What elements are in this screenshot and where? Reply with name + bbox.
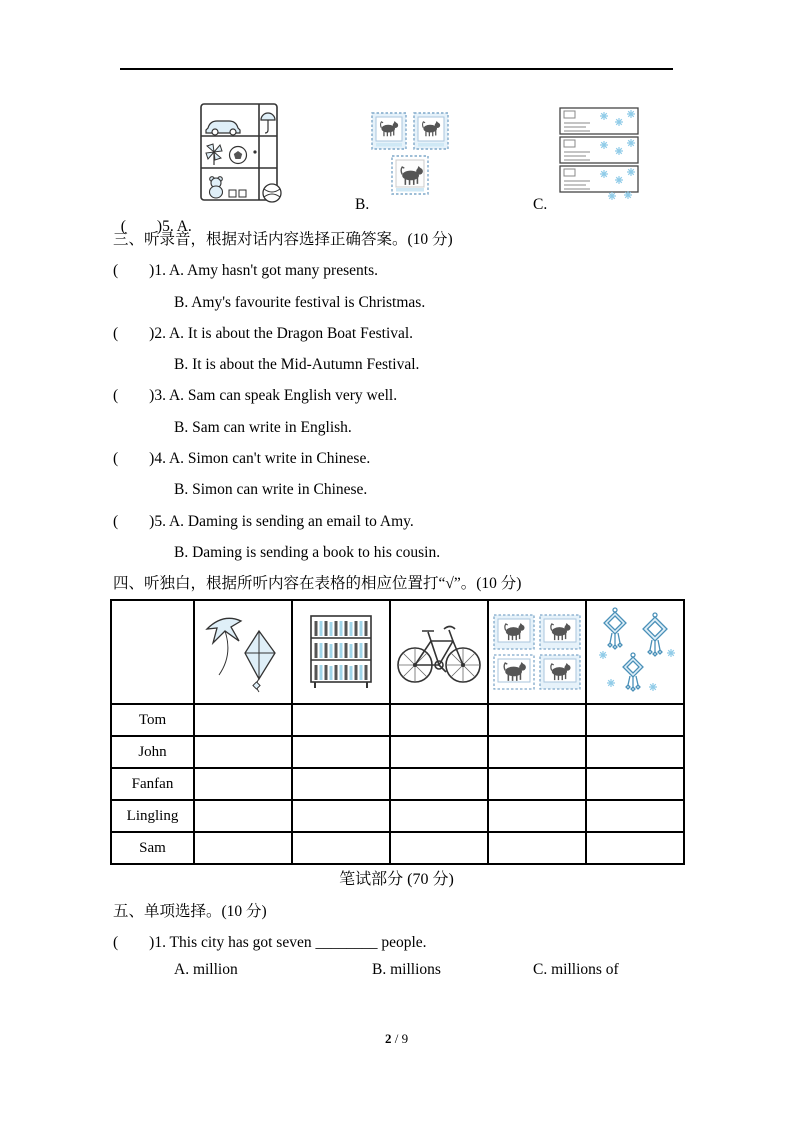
stamps-image: [488, 600, 586, 704]
option-b: B. millions: [372, 961, 441, 978]
bookshelf-image: [292, 600, 390, 704]
answer-cell: [390, 768, 488, 800]
page-number: [0, 1031, 793, 1047]
answer-cell: [488, 768, 586, 800]
answer-cell: [194, 800, 292, 832]
listening2-q5-row: [113, 196, 685, 235]
answer-cell: [194, 832, 292, 864]
bicycle-image: [390, 600, 488, 704]
answer-cell: [292, 704, 390, 736]
answer-cell: [390, 832, 488, 864]
answer-cell: [586, 768, 684, 800]
answer-cell: [488, 832, 586, 864]
option-a: A. million: [174, 961, 238, 978]
listening-section-3: [113, 224, 691, 600]
section5-options-row: [113, 961, 688, 981]
row-label: Lingling: [111, 800, 194, 832]
grid-corner-cell: [111, 600, 194, 704]
answer-cell: [194, 736, 292, 768]
row-label: John: [111, 736, 194, 768]
letters-with-snowflakes-image: [556, 106, 644, 200]
animal-stamps-image: [371, 112, 449, 196]
header-divider: [120, 68, 673, 70]
answer-cell: [488, 800, 586, 832]
row-label: Sam: [111, 832, 194, 864]
q-line: B. Daming is sending a book to his cousin.: [174, 543, 441, 561]
table-row: [111, 736, 684, 768]
section3-heading: 三、听录音，根据对话内容选择正确答案。(10 分): [113, 231, 453, 248]
answer-cell: [194, 768, 292, 800]
q5-option-b-label: B.: [355, 196, 370, 213]
table-row: [111, 768, 684, 800]
q-line: ( )4. A. Simon can't write in Chinese.: [113, 450, 371, 468]
answer-cell: [292, 832, 390, 864]
q-line: ( )3. A. Sam can speak English very well.: [113, 387, 398, 405]
answer-cell: [390, 736, 488, 768]
q-line: ( )2. A. It is about the Dragon Boat Festival.: [113, 324, 414, 342]
answer-cell: [292, 768, 390, 800]
q-line: ( )5. A. Daming is sending an email to Amy.: [113, 512, 414, 530]
kites-image: [194, 600, 292, 704]
answer-cell: [488, 736, 586, 768]
answer-cell: [488, 704, 586, 736]
row-label: Fanfan: [111, 768, 194, 800]
q5-option-c-label: C.: [533, 196, 548, 213]
answer-cell: [586, 800, 684, 832]
table-row: [111, 800, 684, 832]
table-row: [111, 832, 684, 864]
answer-cell: [586, 832, 684, 864]
answer-cell: [292, 736, 390, 768]
page-number-separator: /: [391, 1031, 402, 1046]
q5-label: ( )5. A.: [120, 218, 192, 235]
q-line: ( )1. A. Amy hasn't got many presents.: [113, 262, 378, 280]
answer-cell: [292, 800, 390, 832]
answer-cell: [586, 704, 684, 736]
q-line: B. Simon can write in Chinese.: [174, 481, 368, 499]
table-row: [111, 704, 684, 736]
q-line: B. Sam can write in English.: [174, 418, 352, 436]
written-part-title: 笔试部分 (70 分): [339, 871, 454, 888]
section5-heading: 五、单项选择。(10 分): [113, 903, 267, 920]
answer-cell: [390, 704, 488, 736]
option-c: C. millions of: [533, 961, 619, 978]
section5-question-1: ( )1. This city has got seven ________ people.: [113, 934, 427, 951]
chinese-knots-image: [586, 600, 684, 704]
page-number-total: 9: [401, 1031, 409, 1046]
row-label: Tom: [111, 704, 194, 736]
listening-grid: [110, 599, 685, 865]
q-line: B. Amy's favourite festival is Christmas.: [174, 293, 426, 311]
toy-display-shelf-image: [196, 102, 288, 207]
section4-heading: 四、听独白，根据所听内容在表格的相应位置打“√”。(10 分): [113, 575, 522, 593]
q-line: B. It is about the Mid-Autumn Festival.: [174, 356, 420, 374]
page-number-current: 2: [384, 1031, 392, 1046]
answer-cell: [390, 800, 488, 832]
answer-cell: [194, 704, 292, 736]
answer-cell: [586, 736, 684, 768]
